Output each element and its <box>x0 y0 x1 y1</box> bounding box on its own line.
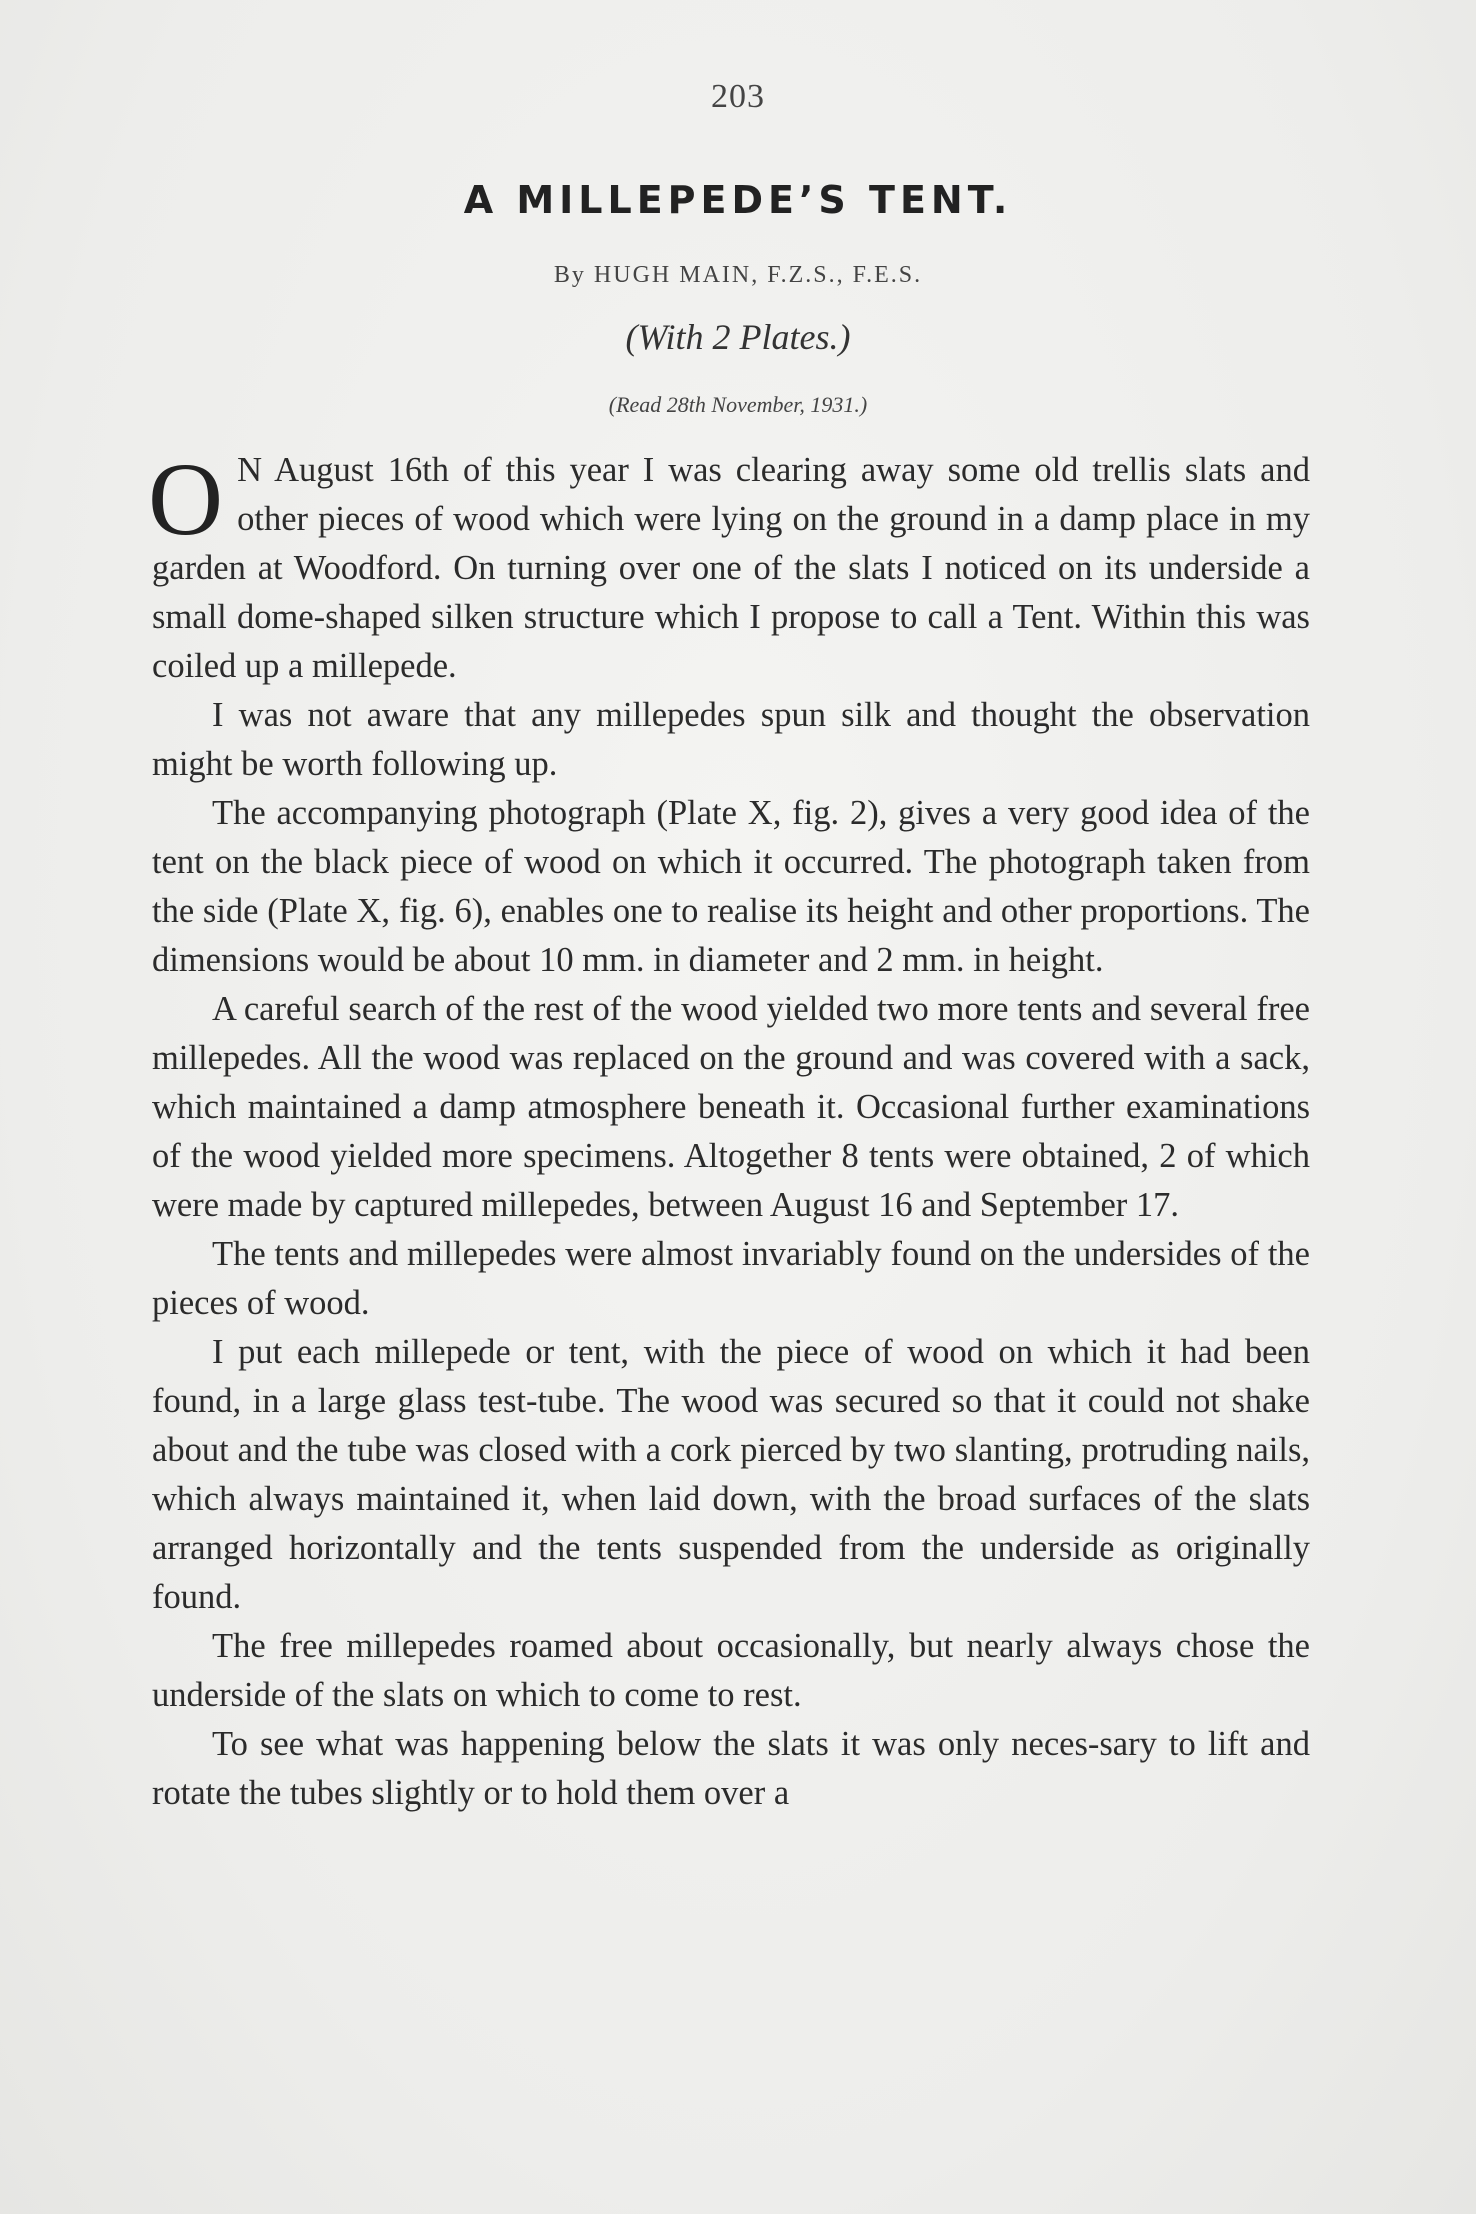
paragraph-6: I put each millepede or tent, with the piece of wood on which it had been found, in a large glass test-tube. The wood was secured so that it could not shake about and the tube was closed with a cork pierced by two slanting, protruding nails, which always maintained it, when laid down, with the broad surfaces of the slats arranged horizontally and the tents suspended from the underside as originally found. <box>152 1333 1310 1616</box>
paragraph-7: The free millepedes roamed about occasionally, but nearly always chose the underside of the slats on which to come to rest. <box>152 1627 1310 1714</box>
author-byline: By HUGH MAIN, F.Z.S., F.E.S. <box>553 262 923 288</box>
paragraph-5: The tents and millepedes were almost invariably found on the undersides of the pieces of wood. <box>152 1235 1310 1322</box>
read-date <box>0 392 1476 418</box>
plates-note <box>0 316 1476 358</box>
paragraph-3: The accompanying photograph (Plate X, fig. 2), gives a very good idea of the tent on the black piece of wood on which it occurred. The photograph taken from the side (Plate X, fig. 6), enables one to realise its height and other proportions. The dimensions would be about 10 mm. in diameter and 2 mm. in height. <box>152 794 1310 979</box>
paragraph-2: I was not aware that any millepedes spun silk and thought the observation might be worth following up. <box>152 696 1310 783</box>
paragraph-4: A careful search of the rest of the wood yielded two more tents and several free millepedes. All the wood was replaced on the ground and was covered with a sack, which maintained a damp atmosphere beneath it. Occasional further examinations of the wood yielded more specimens. Altogether 8 tents were obtained, 2 of which were made by captured millepedes, between August 16 and September 17. <box>152 990 1310 1224</box>
plates-note-text: (With 2 Plates.) <box>625 317 851 357</box>
drop-cap: O <box>148 442 224 557</box>
read-date-text: (Read 28th November, 1931.) <box>608 392 868 417</box>
article-title: A MILLEPEDE’S TENT. <box>463 178 1013 222</box>
paragraph-1 <box>148 442 1310 691</box>
article-body <box>148 442 1310 1818</box>
paragraph-1-text: N August 16th of this year I was clearing away some old trellis slats and other pieces of wood which were lying on the ground in a damp place in my garden at Woodford. On turning over one of the slats I noticed on its underside a small dome-shaped silken structure which I propose to call a Tent. Within this was coiled up a millepede. <box>152 451 1310 685</box>
page-number: 203 <box>711 78 765 115</box>
paragraph-8: To see what was happening below the slats it was only neces-sary to lift and rotate the tubes slightly or to hold them over a <box>152 1725 1310 1812</box>
